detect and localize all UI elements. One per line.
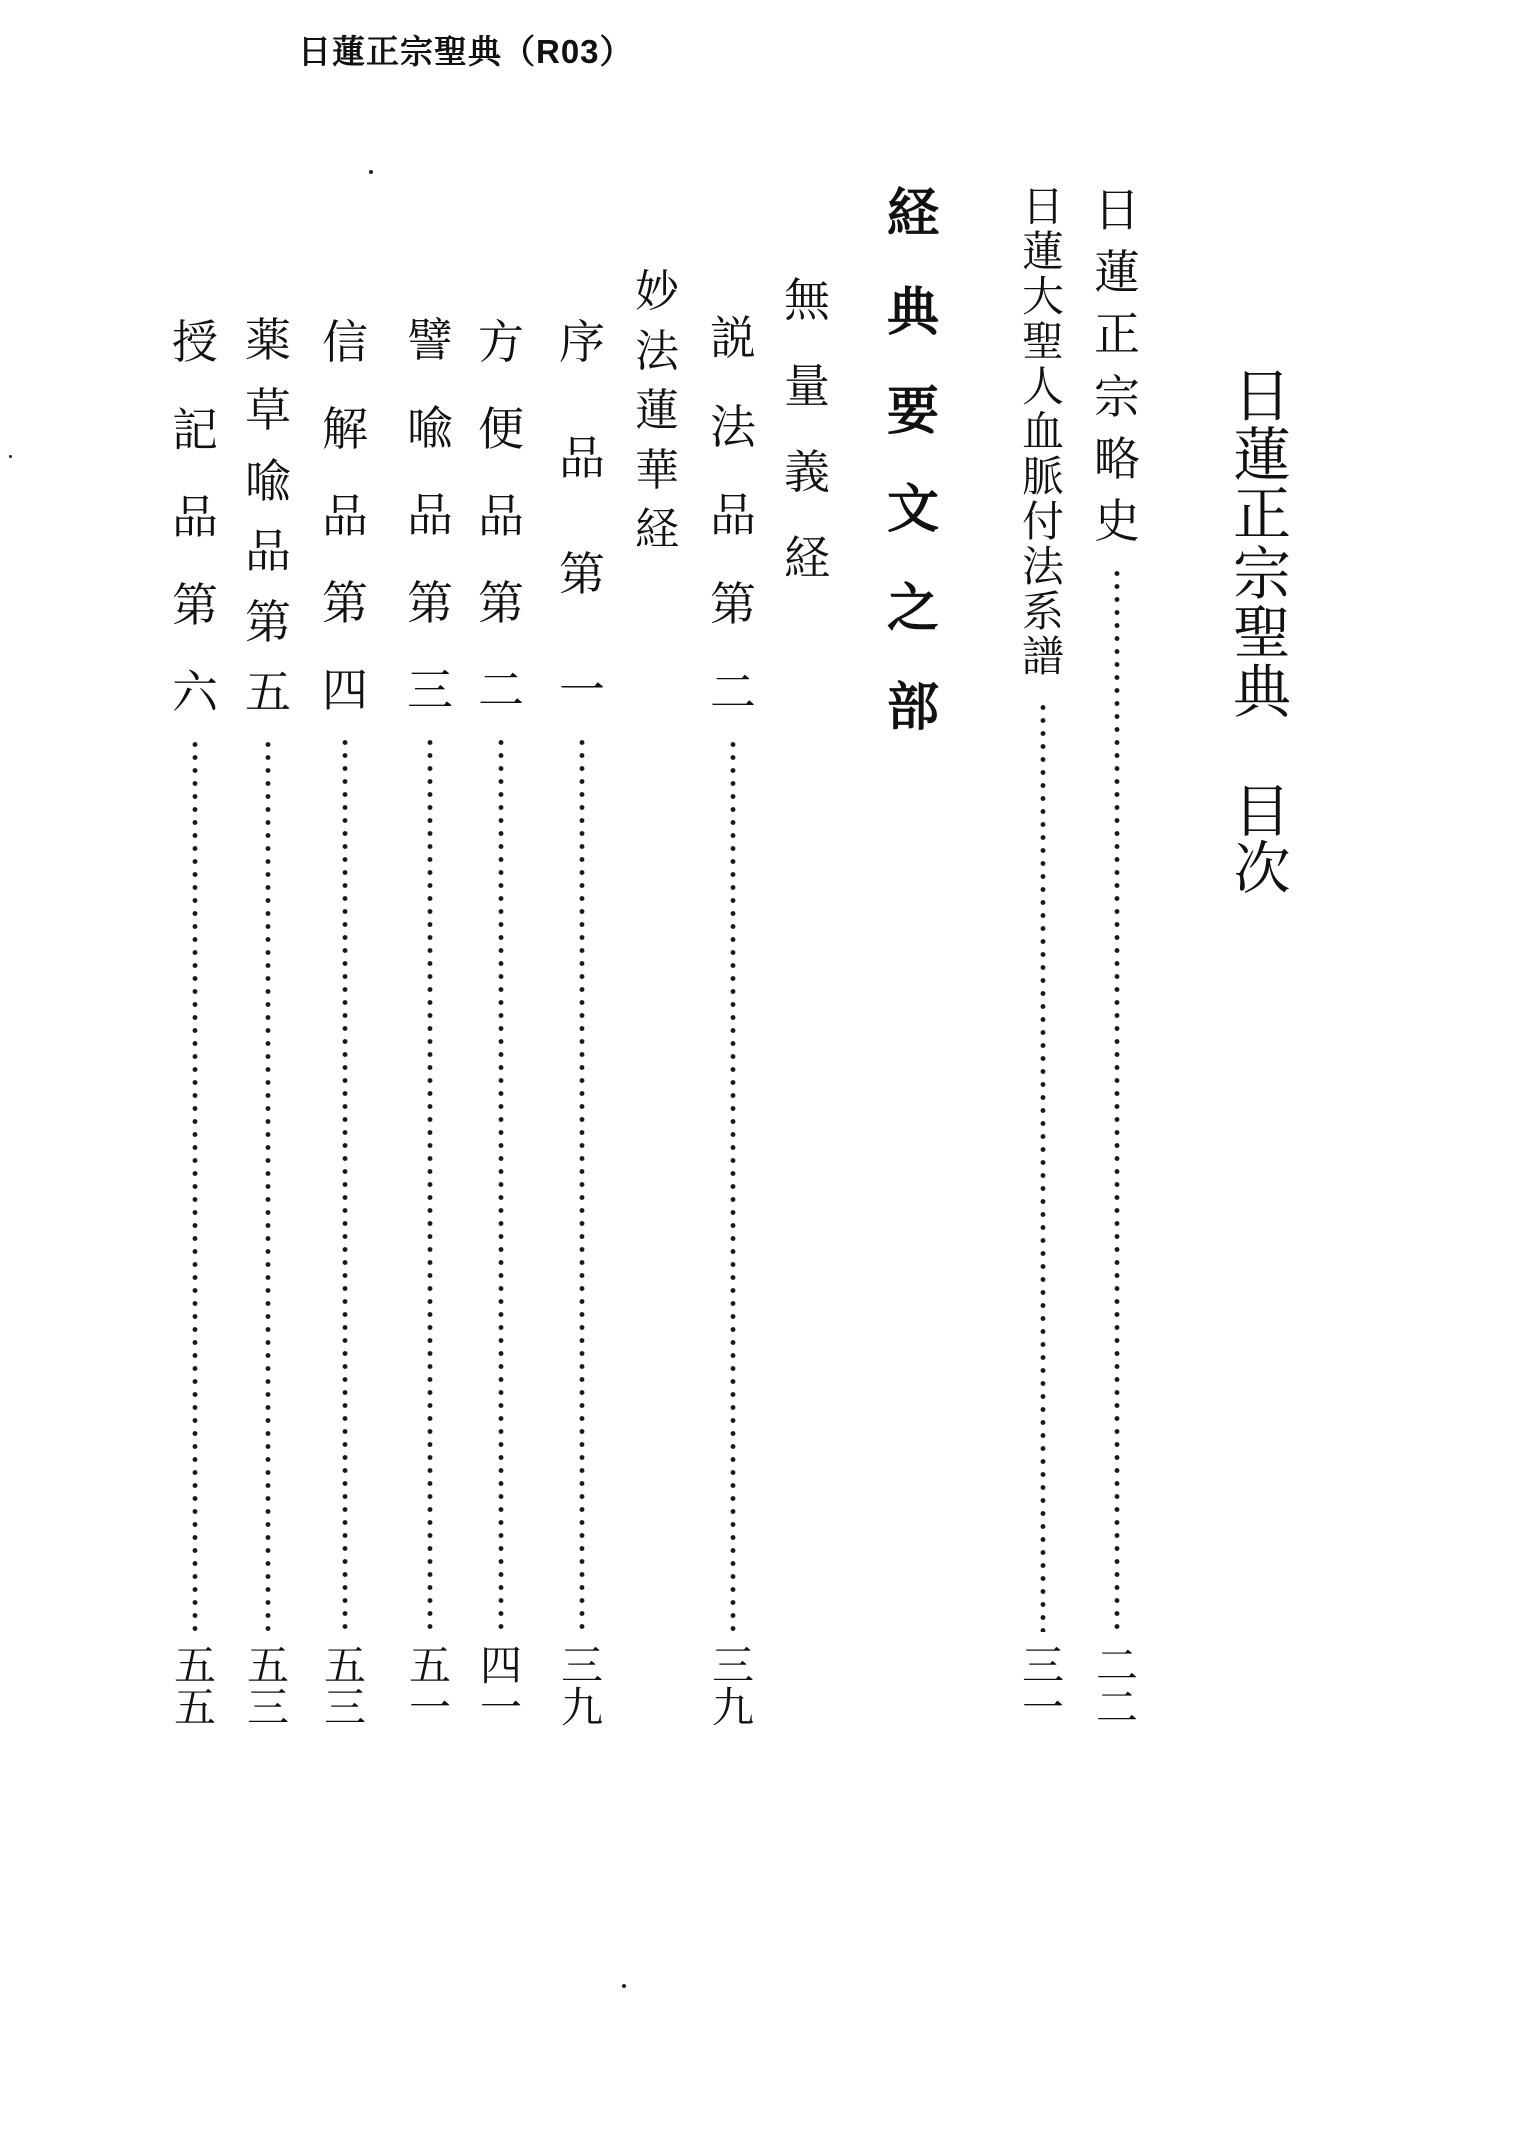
- toc-entry: [702, 313, 764, 1732]
- toc-entry-title: 薬 草 喩 品 第 五: [245, 315, 291, 718]
- toc-entry-title: 譬 喩 品 第 三: [407, 315, 453, 716]
- toc-entry: [470, 317, 532, 1732]
- toc-entry: [1012, 187, 1074, 1730]
- toc-entry: [551, 317, 613, 1732]
- toc-scripture-name: [626, 267, 688, 554]
- toc-entry-page-number: 三 九: [712, 1644, 755, 1732]
- toc-entry-page-number: 五 五: [174, 1644, 217, 1732]
- dot-leader: [342, 736, 348, 1632]
- toc-entry-page-number: 五 三: [324, 1644, 367, 1732]
- toc-entry-page-number: 二 二: [1096, 1644, 1139, 1732]
- toc-entry-title: 信 解 品 第 四: [322, 317, 368, 716]
- scan-speck: [369, 170, 373, 174]
- book-title-toc-label: 目 次: [1233, 781, 1291, 901]
- toc-entry-title: 方 便 品 第 二: [478, 317, 524, 716]
- toc-entry-page-number: 三 一: [1022, 1644, 1065, 1732]
- toc-entry: [314, 317, 376, 1732]
- toc-entry: [1086, 185, 1148, 1732]
- toc-scripture-title: 無 量 義 経: [784, 275, 830, 584]
- toc-scripture-name: [776, 275, 838, 584]
- dot-leader: [192, 738, 198, 1632]
- toc-entry: [237, 315, 299, 1732]
- toc-entry-page-number: 四 一: [480, 1644, 523, 1732]
- toc-entry-title: 授 記 品 第 六: [172, 317, 218, 718]
- toc-entry-page-number: 五 一: [409, 1644, 452, 1732]
- scan-speck: [9, 455, 12, 458]
- scan-speck: [622, 1984, 626, 1988]
- toc-entry-title: 日 蓮 大 聖 人 血 脈 付 法 系 譜: [1022, 185, 1065, 681]
- dot-leader: [265, 738, 271, 1632]
- toc-entry: [399, 315, 461, 1732]
- toc-entry-page-number: 三 九: [561, 1644, 604, 1732]
- toc-entry-title: 序 品 第 一: [559, 317, 605, 716]
- book-title-text: 日 蓮 正 宗 聖 典: [1233, 364, 1292, 725]
- running-header: 日蓮正宗聖典（R03）: [298, 33, 634, 70]
- dot-leader: [579, 736, 585, 1632]
- toc-entry-title: 日 蓮 正 宗 略 史: [1094, 185, 1140, 547]
- dot-leader: [730, 738, 736, 1632]
- toc-section-heading-title: 経 典 要 文 之 部: [887, 185, 940, 737]
- dot-leader: [1114, 567, 1120, 1632]
- toc-scripture-title: 妙 法 蓮 華 経: [635, 267, 679, 554]
- toc-section-heading: [882, 185, 944, 737]
- toc-entry-page-number: 五 三: [247, 1644, 290, 1732]
- toc-entry: [164, 317, 226, 1732]
- dot-leader: [498, 736, 504, 1632]
- dot-leader: [1040, 701, 1046, 1632]
- toc-entry-title: 説 法 品 第 二: [710, 313, 756, 718]
- dot-leader: [427, 736, 433, 1632]
- book-title: [1233, 364, 1292, 901]
